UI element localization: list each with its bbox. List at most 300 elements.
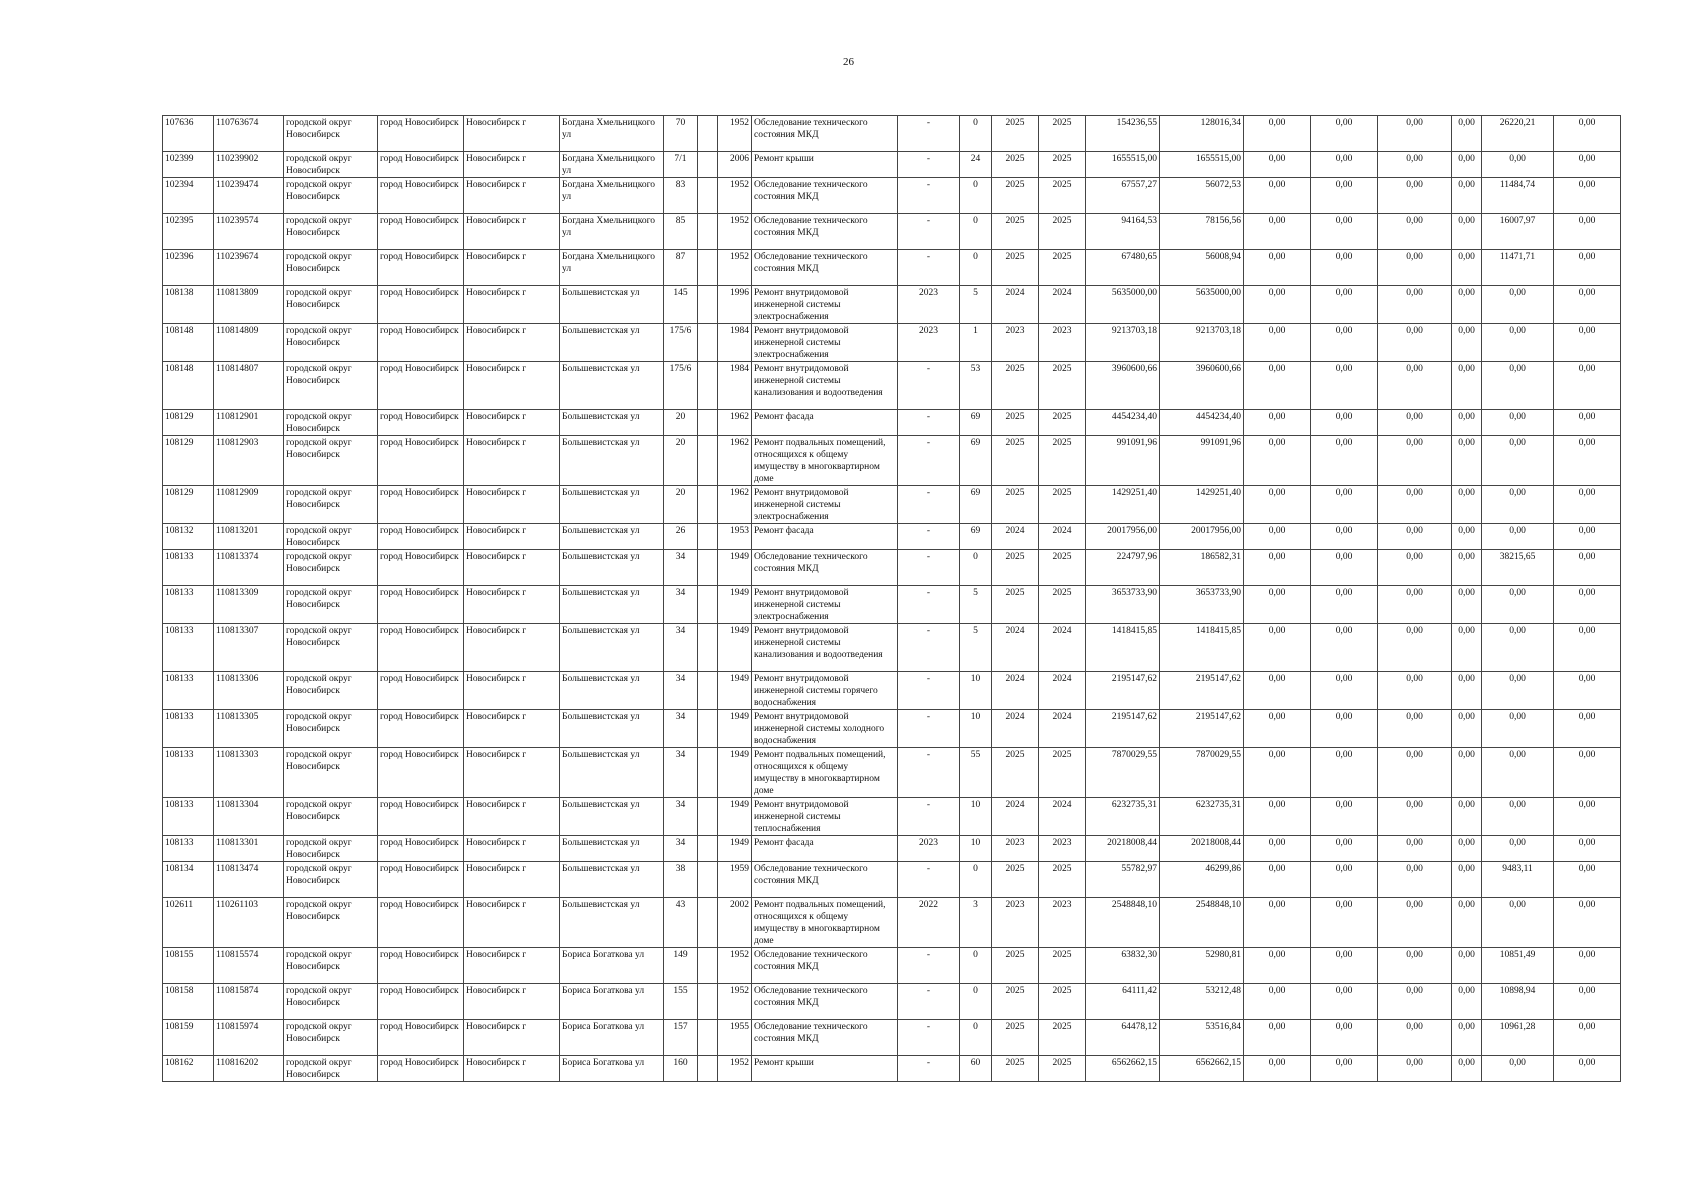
plan-year-end-cell: 2023 xyxy=(1039,898,1086,948)
federal-funds-cell: 0,00 xyxy=(1244,624,1311,672)
local-funds-cell: 0,00 xyxy=(1378,486,1452,524)
regional-funds-cell: 0,00 xyxy=(1311,624,1378,672)
owner-funds-cell: 0,00 xyxy=(1482,286,1554,324)
building-cell xyxy=(698,948,718,984)
municipal-district-cell: городской округ Новосибирск xyxy=(284,286,378,324)
prev-year-cell: - xyxy=(898,152,960,178)
street-cell: Большевистская ул xyxy=(560,324,664,362)
plan-year-start-cell: 2025 xyxy=(992,1056,1039,1082)
house-number-cell: 43 xyxy=(664,898,698,948)
work-id-cell: 110813303 xyxy=(214,748,284,798)
building-cell xyxy=(698,710,718,748)
owner-funds-cell: 16007,97 xyxy=(1482,214,1554,250)
wear-percent-cell: 0 xyxy=(960,250,992,286)
build-year-cell: 1984 xyxy=(718,324,752,362)
build-year-cell: 1952 xyxy=(718,1056,752,1082)
wear-percent-cell: 53 xyxy=(960,362,992,410)
work-type-cell: Ремонт внутридомовой инженерной системы электроснабжения xyxy=(752,286,898,324)
wear-percent-cell: 3 xyxy=(960,898,992,948)
other-funds-cell: 0,00 xyxy=(1452,214,1482,250)
regional-funds-cell: 0,00 xyxy=(1311,672,1378,710)
wear-percent-cell: 0 xyxy=(960,948,992,984)
settlement-cell: город Новосибирск xyxy=(378,984,464,1020)
house-number-cell: 34 xyxy=(664,672,698,710)
local-funds-cell: 0,00 xyxy=(1378,550,1452,586)
house-id-cell: 102394 xyxy=(163,178,214,214)
other-funds-cell: 0,00 xyxy=(1452,862,1482,898)
fund-cost-cell: 20017956,00 xyxy=(1160,524,1244,550)
owner-funds-cell: 0,00 xyxy=(1482,624,1554,672)
house-number-cell: 7/1 xyxy=(664,152,698,178)
house-number-cell: 34 xyxy=(664,836,698,862)
locality-cell: Новосибирск г xyxy=(464,362,560,410)
prev-year-cell: - xyxy=(898,586,960,624)
owner-funds-cell: 0,00 xyxy=(1482,152,1554,178)
build-year-cell: 1984 xyxy=(718,362,752,410)
build-year-cell: 1962 xyxy=(718,436,752,486)
table-row xyxy=(163,672,1621,710)
house-id-cell: 108148 xyxy=(163,324,214,362)
building-cell xyxy=(698,362,718,410)
local-funds-cell: 0,00 xyxy=(1378,624,1452,672)
municipal-district-cell: городской округ Новосибирск xyxy=(284,116,378,152)
work-type-cell: Ремонт фасада xyxy=(752,836,898,862)
settlement-cell: город Новосибирск xyxy=(378,486,464,524)
regional-funds-cell: 0,00 xyxy=(1311,486,1378,524)
prev-year-cell: - xyxy=(898,178,960,214)
house-id-cell: 107636 xyxy=(163,116,214,152)
fund-cost-cell: 2195147,62 xyxy=(1160,710,1244,748)
street-cell: Богдана Хмельницкого ул xyxy=(560,116,664,152)
plan-year-end-cell: 2025 xyxy=(1039,1056,1086,1082)
work-id-cell: 110815974 xyxy=(214,1020,284,1056)
building-cell xyxy=(698,984,718,1020)
work-id-cell: 110239474 xyxy=(214,178,284,214)
plan-year-start-cell: 2024 xyxy=(992,524,1039,550)
house-number-cell: 34 xyxy=(664,798,698,836)
work-id-cell: 110239574 xyxy=(214,214,284,250)
plan-year-end-cell: 2025 xyxy=(1039,984,1086,1020)
regional-funds-cell: 0,00 xyxy=(1311,524,1378,550)
house-id-cell: 108133 xyxy=(163,798,214,836)
locality-cell: Новосибирск г xyxy=(464,672,560,710)
total-cost-cell: 9213703,18 xyxy=(1086,324,1160,362)
settlement-cell: город Новосибирск xyxy=(378,1056,464,1082)
total-cost-cell: 1429251,40 xyxy=(1086,486,1160,524)
municipal-district-cell: городской округ Новосибирск xyxy=(284,1056,378,1082)
total-cost-cell: 6562662,15 xyxy=(1086,1056,1160,1082)
building-cell xyxy=(698,178,718,214)
street-cell: Большевистская ул xyxy=(560,748,664,798)
table-row xyxy=(163,286,1621,324)
prev-year-cell: - xyxy=(898,748,960,798)
extra-funds-cell: 0,00 xyxy=(1554,948,1621,984)
extra-funds-cell: 0,00 xyxy=(1554,486,1621,524)
plan-year-start-cell: 2025 xyxy=(992,550,1039,586)
regional-funds-cell: 0,00 xyxy=(1311,710,1378,748)
building-cell xyxy=(698,410,718,436)
total-cost-cell: 64478,12 xyxy=(1086,1020,1160,1056)
other-funds-cell: 0,00 xyxy=(1452,550,1482,586)
settlement-cell: город Новосибирск xyxy=(378,1020,464,1056)
prev-year-cell: 2023 xyxy=(898,836,960,862)
street-cell: Большевистская ул xyxy=(560,586,664,624)
local-funds-cell: 0,00 xyxy=(1378,214,1452,250)
total-cost-cell: 154236,55 xyxy=(1086,116,1160,152)
work-id-cell: 110812903 xyxy=(214,436,284,486)
house-number-cell: 160 xyxy=(664,1056,698,1082)
plan-year-start-cell: 2025 xyxy=(992,152,1039,178)
regional-funds-cell: 0,00 xyxy=(1311,948,1378,984)
wear-percent-cell: 0 xyxy=(960,862,992,898)
locality-cell: Новосибирск г xyxy=(464,624,560,672)
prev-year-cell: - xyxy=(898,1020,960,1056)
plan-year-end-cell: 2025 xyxy=(1039,410,1086,436)
street-cell: Большевистская ул xyxy=(560,410,664,436)
wear-percent-cell: 10 xyxy=(960,798,992,836)
build-year-cell: 1952 xyxy=(718,948,752,984)
other-funds-cell: 0,00 xyxy=(1452,250,1482,286)
fund-cost-cell: 1429251,40 xyxy=(1160,486,1244,524)
work-type-cell: Ремонт фасада xyxy=(752,410,898,436)
house-number-cell: 34 xyxy=(664,586,698,624)
fund-cost-cell: 2195147,62 xyxy=(1160,672,1244,710)
federal-funds-cell: 0,00 xyxy=(1244,116,1311,152)
other-funds-cell: 0,00 xyxy=(1452,436,1482,486)
build-year-cell: 1949 xyxy=(718,672,752,710)
federal-funds-cell: 0,00 xyxy=(1244,1056,1311,1082)
municipal-district-cell: городской округ Новосибирск xyxy=(284,250,378,286)
street-cell: Большевистская ул xyxy=(560,550,664,586)
table-row xyxy=(163,836,1621,862)
other-funds-cell: 0,00 xyxy=(1452,324,1482,362)
other-funds-cell: 0,00 xyxy=(1452,486,1482,524)
extra-funds-cell: 0,00 xyxy=(1554,1056,1621,1082)
owner-funds-cell: 0,00 xyxy=(1482,898,1554,948)
fund-cost-cell: 7870029,55 xyxy=(1160,748,1244,798)
regional-funds-cell: 0,00 xyxy=(1311,1056,1378,1082)
table-row xyxy=(163,624,1621,672)
street-cell: Богдана Хмельницкого ул xyxy=(560,178,664,214)
fund-cost-cell: 3653733,90 xyxy=(1160,586,1244,624)
house-id-cell: 108155 xyxy=(163,948,214,984)
work-type-cell: Обследование технического состояния МКД xyxy=(752,948,898,984)
house-id-cell: 108129 xyxy=(163,410,214,436)
local-funds-cell: 0,00 xyxy=(1378,748,1452,798)
prev-year-cell: - xyxy=(898,672,960,710)
federal-funds-cell: 0,00 xyxy=(1244,748,1311,798)
street-cell: Большевистская ул xyxy=(560,798,664,836)
house-id-cell: 108134 xyxy=(163,862,214,898)
house-number-cell: 20 xyxy=(664,436,698,486)
house-id-cell: 108133 xyxy=(163,748,214,798)
work-id-cell: 110763674 xyxy=(214,116,284,152)
total-cost-cell: 67557,27 xyxy=(1086,178,1160,214)
plan-year-end-cell: 2025 xyxy=(1039,436,1086,486)
municipal-district-cell: городской округ Новосибирск xyxy=(284,624,378,672)
wear-percent-cell: 24 xyxy=(960,152,992,178)
settlement-cell: город Новосибирск xyxy=(378,550,464,586)
work-id-cell: 110813309 xyxy=(214,586,284,624)
local-funds-cell: 0,00 xyxy=(1378,116,1452,152)
prev-year-cell: - xyxy=(898,486,960,524)
owner-funds-cell: 0,00 xyxy=(1482,748,1554,798)
plan-year-end-cell: 2025 xyxy=(1039,116,1086,152)
fund-cost-cell: 6562662,15 xyxy=(1160,1056,1244,1082)
wear-percent-cell: 1 xyxy=(960,324,992,362)
plan-year-end-cell: 2025 xyxy=(1039,486,1086,524)
street-cell: Бориса Богаткова ул xyxy=(560,1056,664,1082)
fund-cost-cell: 1418415,85 xyxy=(1160,624,1244,672)
municipal-district-cell: городской округ Новосибирск xyxy=(284,214,378,250)
owner-funds-cell: 0,00 xyxy=(1482,710,1554,748)
prev-year-cell: - xyxy=(898,624,960,672)
total-cost-cell: 991091,96 xyxy=(1086,436,1160,486)
work-id-cell: 110239674 xyxy=(214,250,284,286)
other-funds-cell: 0,00 xyxy=(1452,836,1482,862)
plan-year-start-cell: 2025 xyxy=(992,178,1039,214)
plan-year-start-cell: 2024 xyxy=(992,286,1039,324)
other-funds-cell: 0,00 xyxy=(1452,286,1482,324)
table-row xyxy=(163,116,1621,152)
plan-year-start-cell: 2023 xyxy=(992,898,1039,948)
plan-year-end-cell: 2025 xyxy=(1039,214,1086,250)
building-cell xyxy=(698,214,718,250)
owner-funds-cell: 11471,71 xyxy=(1482,250,1554,286)
federal-funds-cell: 0,00 xyxy=(1244,710,1311,748)
municipal-district-cell: городской округ Новосибирск xyxy=(284,436,378,486)
settlement-cell: город Новосибирск xyxy=(378,862,464,898)
building-cell xyxy=(698,898,718,948)
prev-year-cell: 2023 xyxy=(898,324,960,362)
settlement-cell: город Новосибирск xyxy=(378,586,464,624)
settlement-cell: город Новосибирск xyxy=(378,324,464,362)
work-type-cell: Обследование технического состояния МКД xyxy=(752,862,898,898)
other-funds-cell: 0,00 xyxy=(1452,748,1482,798)
plan-year-start-cell: 2025 xyxy=(992,250,1039,286)
house-id-cell: 102395 xyxy=(163,214,214,250)
extra-funds-cell: 0,00 xyxy=(1554,862,1621,898)
table-row xyxy=(163,362,1621,410)
regional-funds-cell: 0,00 xyxy=(1311,116,1378,152)
wear-percent-cell: 0 xyxy=(960,214,992,250)
federal-funds-cell: 0,00 xyxy=(1244,550,1311,586)
table-row xyxy=(163,250,1621,286)
building-cell xyxy=(698,486,718,524)
municipal-district-cell: городской округ Новосибирск xyxy=(284,984,378,1020)
locality-cell: Новосибирск г xyxy=(464,214,560,250)
prev-year-cell: - xyxy=(898,550,960,586)
extra-funds-cell: 0,00 xyxy=(1554,798,1621,836)
wear-percent-cell: 69 xyxy=(960,524,992,550)
street-cell: Большевистская ул xyxy=(560,710,664,748)
locality-cell: Новосибирск г xyxy=(464,524,560,550)
table-row xyxy=(163,550,1621,586)
work-type-cell: Ремонт подвальных помещений, относящихся к общему имуществу в многоквартирном доме xyxy=(752,898,898,948)
work-id-cell: 110813304 xyxy=(214,798,284,836)
street-cell: Большевистская ул xyxy=(560,898,664,948)
wear-percent-cell: 0 xyxy=(960,178,992,214)
building-cell xyxy=(698,286,718,324)
locality-cell: Новосибирск г xyxy=(464,410,560,436)
local-funds-cell: 0,00 xyxy=(1378,586,1452,624)
local-funds-cell: 0,00 xyxy=(1378,984,1452,1020)
street-cell: Большевистская ул xyxy=(560,624,664,672)
settlement-cell: город Новосибирск xyxy=(378,410,464,436)
locality-cell: Новосибирск г xyxy=(464,984,560,1020)
prev-year-cell: - xyxy=(898,250,960,286)
owner-funds-cell: 0,00 xyxy=(1482,362,1554,410)
build-year-cell: 1953 xyxy=(718,524,752,550)
locality-cell: Новосибирск г xyxy=(464,286,560,324)
owner-funds-cell: 0,00 xyxy=(1482,836,1554,862)
regional-funds-cell: 0,00 xyxy=(1311,1020,1378,1056)
locality-cell: Новосибирск г xyxy=(464,1020,560,1056)
build-year-cell: 1952 xyxy=(718,250,752,286)
street-cell: Большевистская ул xyxy=(560,524,664,550)
total-cost-cell: 94164,53 xyxy=(1086,214,1160,250)
total-cost-cell: 3653733,90 xyxy=(1086,586,1160,624)
street-cell: Бориса Богаткова ул xyxy=(560,1020,664,1056)
work-id-cell: 110815574 xyxy=(214,948,284,984)
building-cell xyxy=(698,250,718,286)
plan-year-end-cell: 2025 xyxy=(1039,152,1086,178)
work-id-cell: 110814809 xyxy=(214,324,284,362)
street-cell: Богдана Хмельницкого ул xyxy=(560,152,664,178)
page-number: 26 xyxy=(843,56,854,68)
total-cost-cell: 5635000,00 xyxy=(1086,286,1160,324)
locality-cell: Новосибирск г xyxy=(464,152,560,178)
building-cell xyxy=(698,624,718,672)
local-funds-cell: 0,00 xyxy=(1378,836,1452,862)
plan-year-start-cell: 2024 xyxy=(992,710,1039,748)
street-cell: Большевистская ул xyxy=(560,286,664,324)
settlement-cell: город Новосибирск xyxy=(378,250,464,286)
work-id-cell: 110813474 xyxy=(214,862,284,898)
work-type-cell: Ремонт внутридомовой инженерной системы канализования и водоотведения xyxy=(752,624,898,672)
fund-cost-cell: 56072,53 xyxy=(1160,178,1244,214)
plan-year-end-cell: 2023 xyxy=(1039,836,1086,862)
house-id-cell: 102611 xyxy=(163,898,214,948)
table-row xyxy=(163,1020,1621,1056)
regional-funds-cell: 0,00 xyxy=(1311,586,1378,624)
plan-year-start-cell: 2023 xyxy=(992,836,1039,862)
plan-year-start-cell: 2024 xyxy=(992,798,1039,836)
total-cost-cell: 2195147,62 xyxy=(1086,710,1160,748)
other-funds-cell: 0,00 xyxy=(1452,710,1482,748)
plan-year-start-cell: 2025 xyxy=(992,436,1039,486)
build-year-cell: 1949 xyxy=(718,748,752,798)
work-id-cell: 110812901 xyxy=(214,410,284,436)
owner-funds-cell: 0,00 xyxy=(1482,410,1554,436)
federal-funds-cell: 0,00 xyxy=(1244,836,1311,862)
plan-year-end-cell: 2023 xyxy=(1039,324,1086,362)
extra-funds-cell: 0,00 xyxy=(1554,152,1621,178)
local-funds-cell: 0,00 xyxy=(1378,436,1452,486)
build-year-cell: 1952 xyxy=(718,116,752,152)
work-id-cell: 110812909 xyxy=(214,486,284,524)
house-number-cell: 20 xyxy=(664,410,698,436)
capital-repair-table xyxy=(162,115,1621,1082)
fund-cost-cell: 56008,94 xyxy=(1160,250,1244,286)
build-year-cell: 1962 xyxy=(718,486,752,524)
house-id-cell: 108133 xyxy=(163,836,214,862)
locality-cell: Новосибирск г xyxy=(464,798,560,836)
plan-year-end-cell: 2024 xyxy=(1039,624,1086,672)
owner-funds-cell: 0,00 xyxy=(1482,486,1554,524)
federal-funds-cell: 0,00 xyxy=(1244,486,1311,524)
locality-cell: Новосибирск г xyxy=(464,178,560,214)
house-id-cell: 108129 xyxy=(163,436,214,486)
regional-funds-cell: 0,00 xyxy=(1311,748,1378,798)
extra-funds-cell: 0,00 xyxy=(1554,550,1621,586)
municipal-district-cell: городской округ Новосибирск xyxy=(284,836,378,862)
regional-funds-cell: 0,00 xyxy=(1311,286,1378,324)
house-number-cell: 20 xyxy=(664,486,698,524)
total-cost-cell: 2548848,10 xyxy=(1086,898,1160,948)
local-funds-cell: 0,00 xyxy=(1378,178,1452,214)
house-number-cell: 175/6 xyxy=(664,324,698,362)
street-cell: Бориса Богаткова ул xyxy=(560,984,664,1020)
plan-year-start-cell: 2024 xyxy=(992,672,1039,710)
work-type-cell: Обследование технического состояния МКД xyxy=(752,116,898,152)
regional-funds-cell: 0,00 xyxy=(1311,214,1378,250)
federal-funds-cell: 0,00 xyxy=(1244,898,1311,948)
federal-funds-cell: 0,00 xyxy=(1244,152,1311,178)
work-id-cell: 110813201 xyxy=(214,524,284,550)
federal-funds-cell: 0,00 xyxy=(1244,586,1311,624)
plan-year-end-cell: 2025 xyxy=(1039,748,1086,798)
plan-year-start-cell: 2025 xyxy=(992,586,1039,624)
work-type-cell: Ремонт внутридомовой инженерной системы теплоснабжения xyxy=(752,798,898,836)
extra-funds-cell: 0,00 xyxy=(1554,748,1621,798)
other-funds-cell: 0,00 xyxy=(1452,152,1482,178)
local-funds-cell: 0,00 xyxy=(1378,152,1452,178)
prev-year-cell: 2022 xyxy=(898,898,960,948)
wear-percent-cell: 0 xyxy=(960,550,992,586)
table-row xyxy=(163,984,1621,1020)
owner-funds-cell: 10898,94 xyxy=(1482,984,1554,1020)
plan-year-end-cell: 2025 xyxy=(1039,948,1086,984)
plan-year-end-cell: 2025 xyxy=(1039,178,1086,214)
house-id-cell: 108133 xyxy=(163,550,214,586)
regional-funds-cell: 0,00 xyxy=(1311,250,1378,286)
build-year-cell: 1949 xyxy=(718,836,752,862)
plan-year-start-cell: 2025 xyxy=(992,862,1039,898)
total-cost-cell: 20017956,00 xyxy=(1086,524,1160,550)
work-type-cell: Ремонт внутридомовой инженерной системы электроснабжения xyxy=(752,324,898,362)
owner-funds-cell: 0,00 xyxy=(1482,436,1554,486)
regional-funds-cell: 0,00 xyxy=(1311,836,1378,862)
federal-funds-cell: 0,00 xyxy=(1244,436,1311,486)
table-row xyxy=(163,324,1621,362)
plan-year-start-cell: 2025 xyxy=(992,410,1039,436)
owner-funds-cell: 0,00 xyxy=(1482,524,1554,550)
building-cell xyxy=(698,1056,718,1082)
municipal-district-cell: городской округ Новосибирск xyxy=(284,152,378,178)
house-id-cell: 108132 xyxy=(163,524,214,550)
settlement-cell: город Новосибирск xyxy=(378,836,464,862)
settlement-cell: город Новосибирск xyxy=(378,624,464,672)
municipal-district-cell: городской округ Новосибирск xyxy=(284,1020,378,1056)
house-id-cell: 102396 xyxy=(163,250,214,286)
street-cell: Большевистская ул xyxy=(560,862,664,898)
plan-year-end-cell: 2025 xyxy=(1039,362,1086,410)
prev-year-cell: - xyxy=(898,436,960,486)
build-year-cell: 1952 xyxy=(718,984,752,1020)
locality-cell: Новосибирск г xyxy=(464,550,560,586)
plan-year-end-cell: 2025 xyxy=(1039,862,1086,898)
